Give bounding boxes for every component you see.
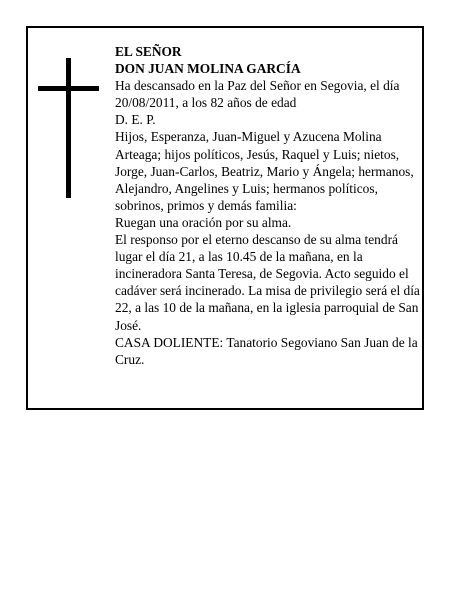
rip-abbreviation: D. E. P.	[115, 112, 156, 128]
ceremony-details: El responso por el eterno descanso de su alma tendrá lugar el día 21, a las 10.45 de la mañana, en la incineradora Santa Teresa, de Segovia. Acto seguido el cadáver será incinerado. La misa de privilegio será el día 22, a las 10 de la mañana, en la iglesia parroquial de San José.	[115, 232, 420, 333]
obituary-notice	[26, 26, 424, 410]
deceased-name: DON JUAN MOLINA GARCÍA	[115, 61, 301, 77]
prayer-request: Ruegan una oración por su alma.	[115, 214, 292, 230]
family-list: Hijos, Esperanza, Juan-Miguel y Azucena Molina Arteaga; hijos políticos, Jesús, Raquel y Luis; nietos, Jorge, Juan-Carlos, Beatriz, Mario y Ángela; hermanos, Alejandro, Angelines y Luis; hermanos políticos, sobrinos, primos y demás familia:	[115, 129, 414, 213]
cross-icon-crossbar	[38, 86, 99, 91]
obituary-text	[115, 43, 421, 368]
death-statement: Ha descansado en la Paz del Señor en Segovia, el día 20/08/2011, a los 82 años de edad	[115, 78, 400, 111]
funeral-home: CASA DOLIENTE: Tanatorio Segoviano San Juan de la Cruz.	[115, 334, 418, 367]
heading-title: EL SEÑOR	[115, 44, 182, 59]
cross-icon	[66, 58, 71, 198]
